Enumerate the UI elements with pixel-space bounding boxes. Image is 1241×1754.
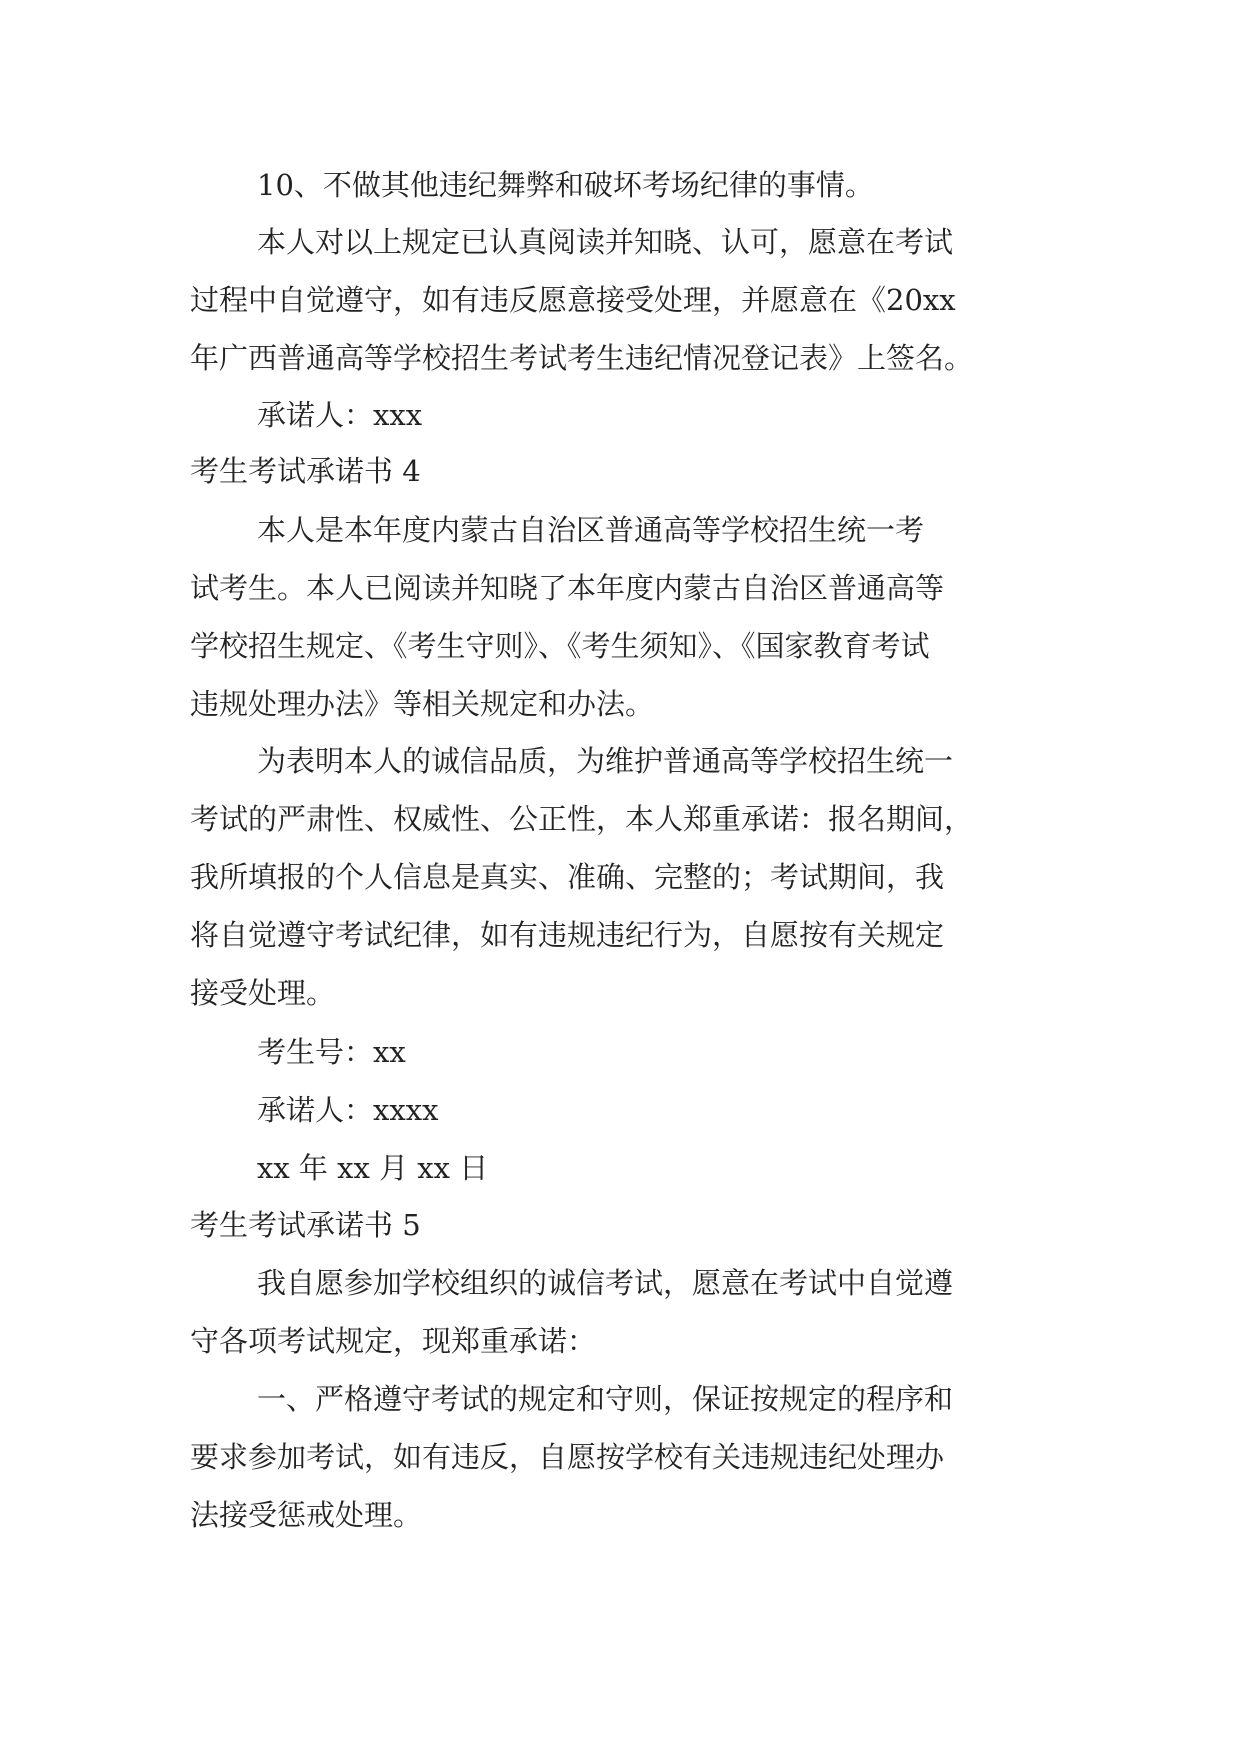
section4-para2-line-5: 接受处理。 [190,976,336,1010]
section5-para2-line-3: 法接受惩戒处理。 [190,1498,423,1532]
section4-para1-line-3: 学校招生规定、《考生守则》、《考生须知》、《国家教育考试 [190,629,930,663]
statement-line-1: 本人对以上规定已认真阅读并知晓、认可，愿意在考试 [257,225,954,259]
section3-signer: 承诺人：xxx [257,398,423,432]
section4-para2-line-4: 将自觉遵守考试纪律，如有违规违纪行为，自愿按有关规定 [190,918,945,952]
section4-exam-number: 考生号：xx [257,1035,406,1069]
section4-para1-line-1: 本人是本年度内蒙古自治区普通高等学校招生统一考 [257,513,925,547]
section4-para1-line-2: 试考生。本人已阅读并知晓了本年度内蒙古自治区普通高等 [190,571,945,605]
section5-para2-line-2: 要求参加考试，如有违反，自愿按学校有关违规违纪处理办 [190,1440,945,1474]
section4-para2-line-1: 为表明本人的诚信品质，为维护普通高等学校招生统一 [257,744,954,778]
statement-line-3: 年广西普通高等学校招生考试考生违纪情况登记表》上签名。 [190,341,974,375]
section4-date: xx 年 xx 月 xx 日 [257,1151,489,1185]
section5-para2-line-1: 一、严格遵守考试的规定和守则，保证按规定的程序和 [257,1382,954,1416]
section4-signer: 承诺人：xxxx [257,1093,439,1127]
section5-para1-line-1: 我自愿参加学校组织的诚信考试，愿意在考试中自觉遵 [257,1266,954,1300]
section4-para1-line-4: 违规处理办法》等相关规定和办法。 [190,687,655,721]
statement-line-2: 过程中自觉遵守，如有违反愿意接受处理，并愿意在《20xx [190,283,956,317]
section5-para1-line-2: 守各项考试规定，现郑重承诺： [190,1324,597,1358]
section4-title: 考生考试承诺书 4 [190,454,421,488]
section4-para2-line-3: 我所填报的个人信息是真实、准确、完整的；考试期间，我 [190,860,945,894]
item-10-text: 10、不做其他违纪舞弊和破坏考场纪律的事情。 [257,168,874,202]
section4-para2-line-2: 考试的严肃性、权威性、公正性，本人郑重承诺：报名期间， [190,802,974,836]
section5-title: 考生考试承诺书 5 [190,1208,421,1242]
